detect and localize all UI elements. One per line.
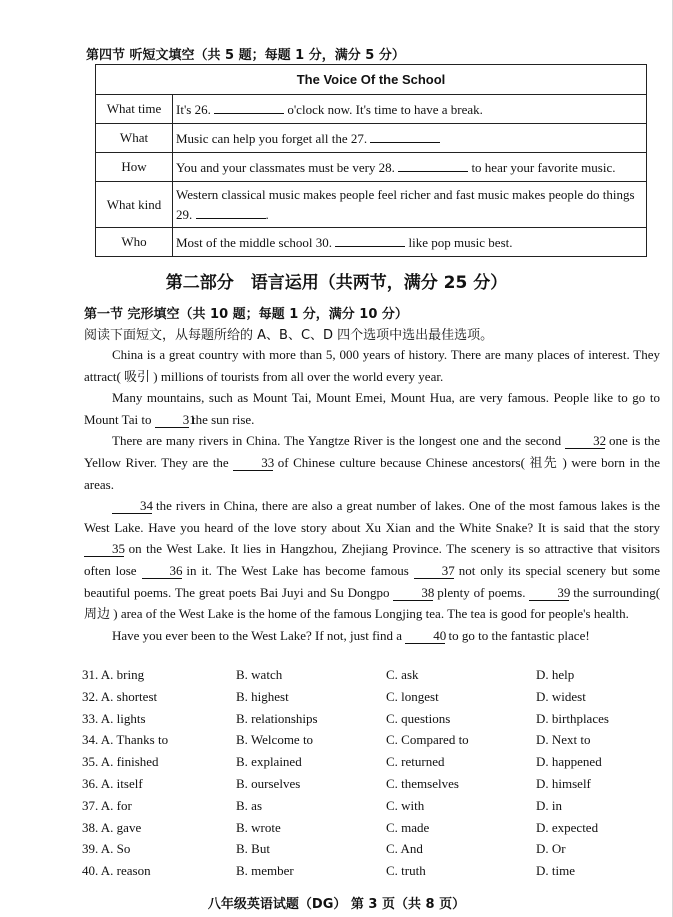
- section1-title: 第一节 完形填空（共 10 题；每题 1 分，满分 10 分）: [84, 307, 408, 322]
- option-c: C. themselves: [386, 775, 459, 791]
- option-c: C. ask: [386, 667, 419, 682]
- table-row-label: What time: [96, 95, 173, 124]
- option-row: [82, 667, 642, 689]
- table-row-label: How: [96, 153, 173, 182]
- option-a: 31. A. bring: [82, 667, 145, 682]
- option-b: B. relationships: [236, 710, 318, 726]
- blank-38: 38: [393, 586, 433, 601]
- blank-34: 34: [112, 499, 152, 514]
- option-row: [82, 711, 642, 733]
- option-b: B. as: [236, 797, 262, 813]
- option-a: 32. A. shortest: [82, 688, 158, 704]
- option-c: C. And: [386, 841, 423, 857]
- part2-title: 第二部分 语言运用（共两节，满分 25 分）: [165, 273, 508, 293]
- paragraph-3: There are many rivers in China. The Yangtze River is the longest one and the second 32 one is the Yellow River. They are the 33 of Chinese culture because Chinese ancestors( 祖先 ) were born in the areas.: [84, 433, 661, 492]
- option-c: C. longest: [386, 688, 439, 704]
- option-row: [82, 841, 642, 863]
- table-row-label: What kind: [96, 182, 173, 228]
- option-b: B. wrote: [236, 819, 281, 835]
- option-row: [82, 820, 642, 842]
- option-c: C. made: [386, 819, 430, 835]
- blank-31: 31: [155, 413, 189, 428]
- option-d: D. Or: [536, 841, 566, 857]
- cloze-passage: [84, 344, 660, 646]
- paragraph-1: China is a great country with more than 5, 000 years of history. There are many places of interest. They attract( 吸引 ) millions of tourists from all over the world every year.: [84, 347, 660, 384]
- option-row: [82, 689, 642, 711]
- answer-options: [82, 667, 642, 885]
- option-d: D. in: [536, 797, 562, 813]
- paragraph-4: 34 the rivers in China, there are also a great number of lakes. One of the most famous lakes is the West Lake. Have you heard of the love story about Xu Xian and the White Snake? It is said that the story 35 on the West Lake. It lies in Hangzhou, Zhejiang Province. The scenery is so attractive that visitors often lose 36 in it. The West Lake has become famous 37 not only its special scenery but some beautiful poems. The great poets Bai Juyi and Su Dongpo 38 plenty of poems. 39 the surrounding( 周边 ) area of the West Lake is the home of the famous Longjing tea. The tea is good for people's health.: [84, 498, 661, 622]
- option-row: [82, 732, 642, 754]
- option-a: 37. A. for: [82, 797, 132, 813]
- option-c: C. Compared to: [386, 732, 469, 748]
- blank-36: 36: [142, 564, 182, 579]
- page-footer: 八年级英语试题（DG） 第 3 页（共 8 页）: [207, 897, 466, 912]
- option-d: D. happened: [536, 754, 602, 770]
- option-b: B. explained: [236, 754, 302, 770]
- table-row-text: Most of the middle school 30. like pop music best.: [173, 228, 647, 257]
- paragraph-2: Many mountains, such as Mount Tai, Mount Emei, Mount Hua, are very famous. People like to go to Mount Tai to 31 the sun rise.: [84, 390, 660, 427]
- option-d: D. time: [536, 863, 575, 879]
- option-a: 35. A. finished: [82, 754, 159, 770]
- option-c: C. truth: [386, 863, 426, 879]
- listening-table: [95, 64, 647, 257]
- option-d: D. himself: [536, 775, 591, 791]
- table-title: The Voice Of the School: [96, 65, 647, 95]
- option-b: B. But: [236, 841, 270, 857]
- paragraph-5: Have you ever been to the West Lake? If not, just find a 40 to go to the fantastic place!: [112, 627, 590, 643]
- option-d: D. help: [536, 667, 575, 682]
- blank-39: 39: [529, 586, 569, 601]
- table-row-text: It's 26. o'clock now. It's time to have a break.: [173, 95, 647, 124]
- option-row: [82, 776, 642, 798]
- blank-32: 32: [565, 434, 605, 449]
- option-d: D. widest: [536, 688, 586, 704]
- option-a: 38. A. gave: [82, 819, 142, 835]
- option-a: 33. A. lights: [82, 710, 146, 726]
- section1-instruction: 阅读下面短文，从每题所给的 A、B、C、D 四个选项中选出最佳选项。: [84, 328, 494, 343]
- option-b: B. member: [236, 863, 294, 879]
- option-b: B. watch: [236, 667, 283, 682]
- option-b: B. highest: [236, 688, 289, 704]
- table-row-label: What: [96, 124, 173, 153]
- option-d: D. Next to: [536, 732, 591, 748]
- blank-33: 33: [233, 456, 273, 471]
- option-d: D. birthplaces: [536, 710, 609, 726]
- option-a: 36. A. itself: [82, 775, 143, 791]
- option-c: C. with: [386, 797, 425, 813]
- blank-37: 37: [414, 564, 454, 579]
- option-c: C. questions: [386, 710, 451, 726]
- option-c: C. returned: [386, 754, 445, 770]
- table-row-text: Western classical music makes people feel richer and fast music makes people do things 29. .: [173, 182, 647, 228]
- option-a: 34. A. Thanks to: [82, 732, 169, 748]
- option-a: 39. A. So: [82, 841, 131, 857]
- option-b: B. ourselves: [236, 775, 301, 791]
- blank-35: 35: [84, 542, 124, 557]
- table-row-label: Who: [96, 228, 173, 257]
- blank-40: 40: [405, 629, 445, 644]
- table-row-text: You and your classmates must be very 28. to hear your favorite music.: [173, 153, 647, 182]
- option-b: B. Welcome to: [236, 732, 314, 748]
- option-row: [82, 754, 642, 776]
- section4-title: 第四节 听短文填空（共 5 题；每题 1 分，满分 5 分）: [86, 48, 405, 63]
- option-row: [82, 798, 642, 820]
- option-d: D. expected: [536, 819, 599, 835]
- option-a: 40. A. reason: [82, 863, 151, 879]
- table-row-text: Music can help you forget all the 27.: [173, 124, 647, 153]
- option-row: [82, 863, 642, 885]
